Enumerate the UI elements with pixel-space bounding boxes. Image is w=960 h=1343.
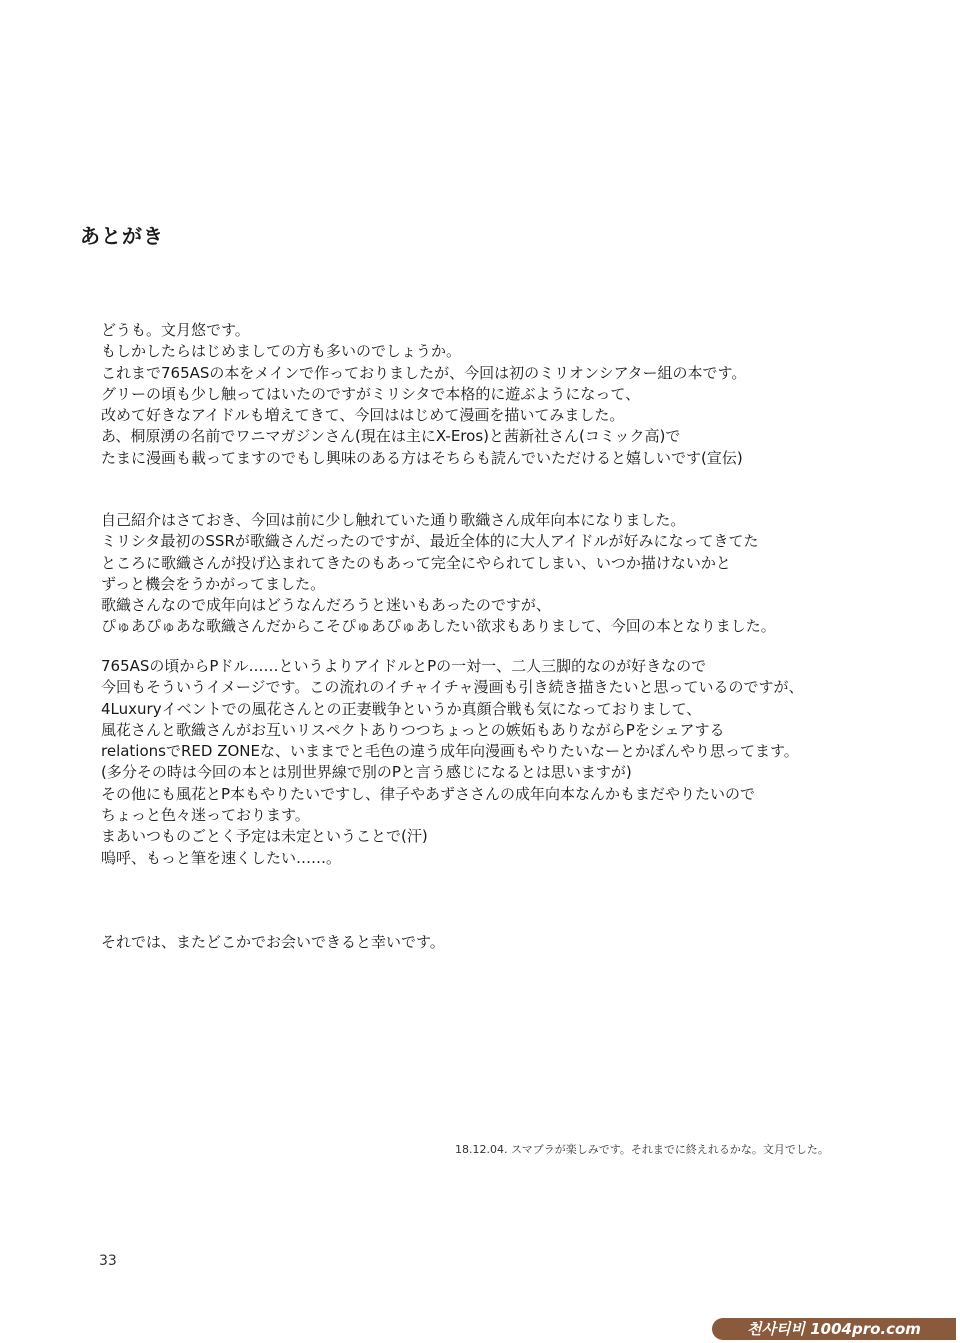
text-line: あ、桐原湧の名前でワニマガジンさん(現在は主にX-Eros)と茜新社さん(コミック高)で [101,427,681,446]
text-line: それでは、またどこかでお会いできると幸いです。 [101,933,445,951]
text-line: 嗚呼、もっと筆を速くしたい……。 [101,848,342,867]
text-line: たまに漫画も載ってますのでもし興味のある方はそちらも読んでいただけると嬉しいです(宣伝) [101,448,743,467]
page-number: 33 [99,1253,117,1269]
paragraph-introduction [101,320,901,469]
text-line: 改めて好きなアイドルも増えてきて、今回ははじめて漫画を描いてみました。 [101,406,625,425]
text-line: グリーの頃も少し触ってはいたのですがミリシタで本格的に遊ぶようになって、 [101,384,641,403]
text-line: どうも。文月悠です。 [101,321,250,339]
watermark-badge: 천사티비 1004pro.com [712,1318,956,1340]
text-line: まあいつものごとく予定は未定ということで(汗) [101,827,428,846]
text-line: 自己紹介はさておき、今回は前に少し触れていた通り歌織さん成年向本になりました。 [101,511,686,529]
text-line: ところに歌織さんが投げ込まれてきたのもあって完全にやられてしまい、いつか描けないかと [101,553,731,572]
text-line: (多分その時は今回の本とは別世界線で別のPと言う感じになるとは思いますが) [101,763,632,782]
paragraph-closing [101,932,901,953]
text-line: 4Luxuryイベントでの風花さんとの正妻戦争というか真顔合戦も気になっておりまして、 [101,699,702,718]
paragraph-future-plans [101,656,901,869]
text-line: もしかしたらはじめましての方も多いのでしょうか。 [101,342,462,361]
page-title: あとがき [80,224,164,248]
text-line: 歌織さんなので成年向はどうなんだろうと迷いもあったのですが、 [101,596,551,615]
text-line: ぴゅあぴゅあな歌織さんだからこそぴゅあぴゅあしたい欲求もありまして、今回の本となりました。 [101,617,776,636]
text-line: その他にも風花とP本もやりたいですし、律子やあずささんの成年向本なんかもまだやりたいので [101,784,756,803]
paragraph-about-book [101,510,901,638]
text-line: 765ASの頃からPドル……というよりアイドルとPの一対一、二人三脚的なのが好きなので [101,657,707,675]
text-line: 風花さんと歌織さんがお互いリスペクトありつつちょっとの嫉妬もありながらPをシェアする [101,720,725,739]
text-line: ちょっと色々迷っております。 [101,806,310,825]
text-line: ミリシタ最初のSSRが歌織さんだったのですが、最近全体的に大人アイドルが好みになってきてた [101,532,759,551]
text-line: relationsでRED ZONEな、いままでと毛色の違う成年向漫画もやりたいなーとかぼんやり思ってます。 [101,742,799,761]
text-line: これまで765ASの本をメインで作っておりましたが、今回は初のミリオンシアター組の本です。 [101,363,747,382]
text-line: ずっと機会をうかがってました。 [101,574,326,593]
text-line: 今回もそういうイメージです。この流れのイチャイチャ漫画も引き続き描きたいと思っているのですが、 [101,678,804,697]
signoff-note: 18.12.04. スマブラが楽しみです。それまでに終えれるかな。文月でした。 [455,1143,829,1156]
